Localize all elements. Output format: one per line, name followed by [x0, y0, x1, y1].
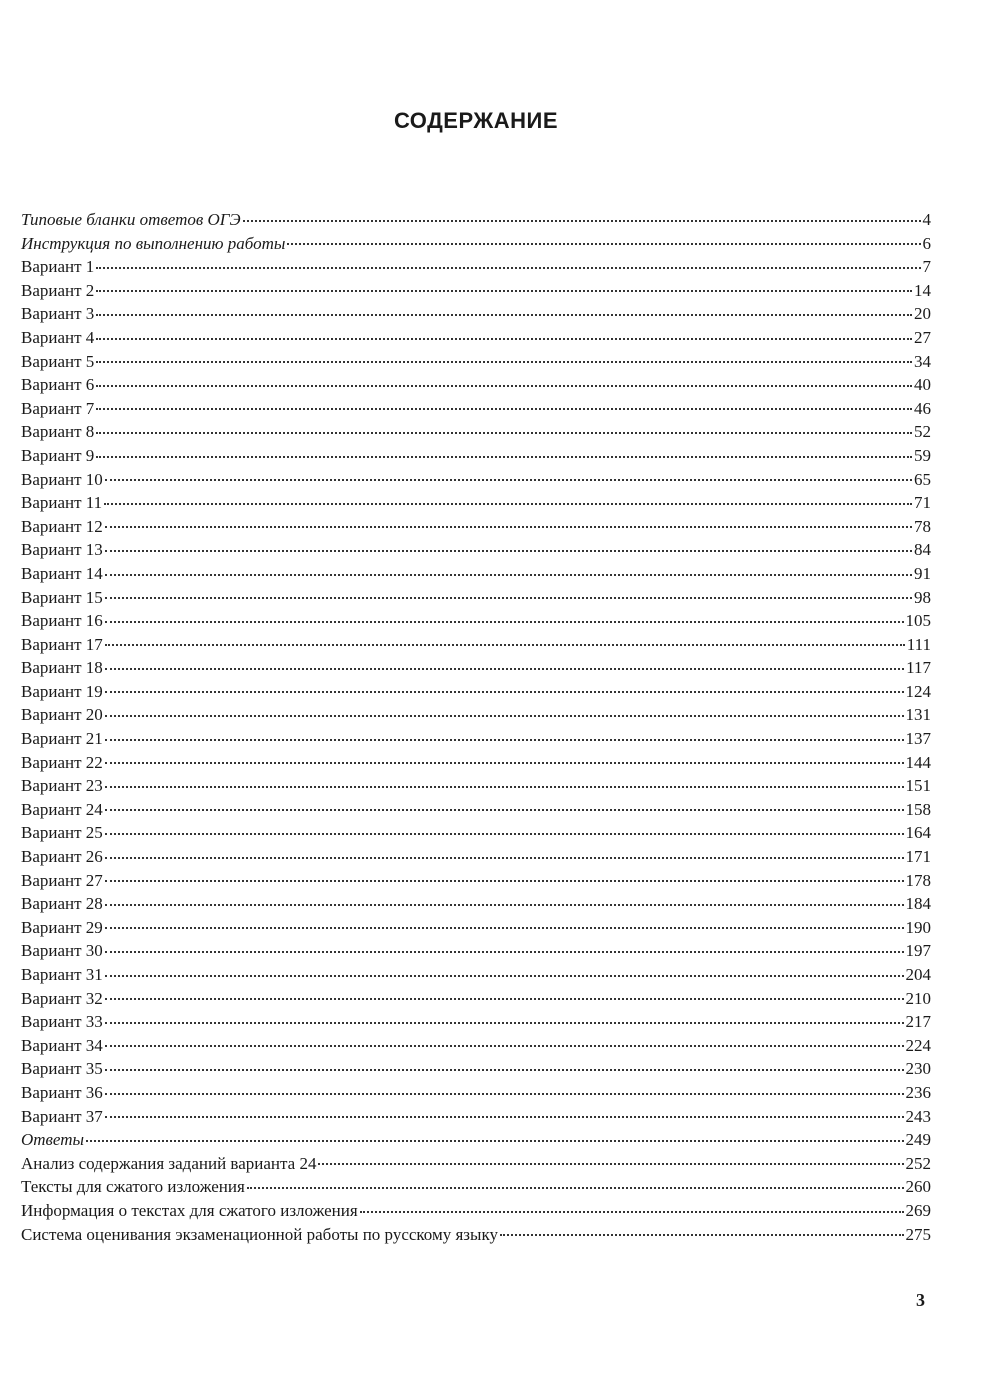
dot-leader	[105, 687, 904, 693]
toc-entry-label: Вариант 34	[21, 1035, 103, 1055]
toc-entry-label: Вариант 13	[21, 540, 103, 560]
toc-entry-label: Вариант 20	[21, 705, 103, 725]
toc-entry-page: 59	[914, 445, 931, 465]
page-number: 3	[916, 1290, 925, 1310]
toc-entry	[21, 586, 931, 610]
toc-entry-label: Вариант 31	[21, 965, 103, 984]
toc-entry	[21, 491, 931, 515]
toc-entry-label: Вариант 15	[21, 587, 103, 607]
toc-entry	[21, 916, 931, 940]
toc-entry	[21, 420, 931, 444]
toc-entry	[21, 1057, 931, 1081]
toc-entry-page: 27	[914, 327, 931, 347]
toc-entry-page: 275	[905, 1224, 931, 1244]
toc-entry-label: Вариант 36	[21, 1082, 103, 1102]
toc-entry-page: 14	[914, 280, 931, 300]
toc-entry-page: 204	[905, 965, 931, 984]
toc-entry	[21, 1223, 931, 1247]
dot-leader	[247, 1183, 904, 1189]
toc-entry-page: 158	[905, 799, 931, 819]
toc-entry-page: 91	[914, 563, 931, 583]
toc-entry	[21, 1034, 931, 1058]
toc-entry	[21, 609, 931, 633]
dot-leader	[105, 711, 904, 717]
toc-entry-label: Вариант 17	[21, 634, 103, 654]
toc-entry-page: 243	[905, 1106, 931, 1126]
toc-entry	[21, 727, 931, 751]
dot-leader	[105, 947, 904, 953]
toc-entry-label: Анализ содержания заданий варианта 24	[21, 1153, 317, 1173]
toc-entry	[21, 1152, 931, 1176]
toc-entry-page: 269	[905, 1200, 931, 1220]
dot-leader	[105, 522, 912, 528]
dot-leader	[96, 334, 912, 340]
toc-entry-page: 260	[905, 1177, 931, 1197]
toc-entry	[21, 562, 931, 586]
toc-entry-label: Вариант 18	[21, 658, 103, 678]
dot-leader	[105, 735, 904, 741]
toc-entry-page: 210	[905, 988, 931, 1008]
toc-entry-page: 84	[914, 540, 931, 560]
toc-entry	[21, 232, 931, 256]
dot-leader	[318, 1159, 903, 1165]
dot-leader	[105, 1112, 904, 1118]
toc-entry-page: 52	[914, 422, 931, 442]
toc-entry-page: 178	[905, 870, 931, 890]
toc-entry	[21, 798, 931, 822]
toc-entry-label: Вариант 8	[21, 422, 95, 442]
toc-entry-label: Вариант 24	[21, 799, 103, 819]
toc-entry-label: Вариант 35	[21, 1059, 103, 1079]
toc-entry-page: 98	[914, 587, 931, 607]
toc-entry-label: Информация о текстах для сжатого изложения	[21, 1200, 358, 1220]
dot-leader	[96, 263, 920, 269]
toc-entry-page: 197	[905, 941, 931, 961]
toc-entry	[21, 869, 931, 893]
toc-entry-page: 190	[905, 917, 931, 937]
toc-entry-label: Вариант 12	[21, 516, 103, 536]
dot-leader	[105, 782, 904, 788]
dot-leader	[105, 1065, 904, 1071]
toc-entry-label: Вариант 3	[21, 304, 95, 324]
toc-entry-page: 184	[905, 894, 931, 914]
toc-entry	[21, 751, 931, 775]
toc-entry-label: Вариант 32	[21, 988, 103, 1008]
toc-entry-page: 144	[905, 752, 931, 772]
dot-leader	[96, 381, 912, 387]
dot-leader	[96, 357, 912, 363]
dot-leader	[287, 239, 920, 245]
toc-entry-page: 224	[905, 1035, 931, 1055]
toc-entry-page: 6	[922, 233, 931, 253]
dot-leader	[105, 1089, 904, 1095]
toc-entry	[21, 326, 931, 350]
toc-entry-label: Вариант 7	[21, 398, 95, 418]
toc-entry	[21, 939, 931, 963]
toc-entry-label: Вариант 26	[21, 847, 103, 867]
toc-entry	[21, 1128, 931, 1152]
toc-entry-label: Вариант 16	[21, 611, 103, 631]
toc-entry-label: Вариант 27	[21, 870, 103, 890]
dot-leader	[86, 1136, 903, 1142]
toc-entry-page: 124	[905, 681, 931, 701]
toc-entry-label: Система оценивания экзаменационной работы по русскому языку	[21, 1224, 498, 1244]
toc-entry-page: 105	[905, 611, 931, 631]
toc-entry	[21, 1105, 931, 1129]
toc-entry-label: Вариант 4	[21, 327, 95, 347]
toc-entry-page: 171	[905, 847, 931, 867]
toc-entry-label: Вариант 30	[21, 941, 103, 961]
page-title: СОДЕРЖАНИЕ	[393, 108, 559, 133]
toc-entry-page: 131	[905, 705, 931, 725]
toc-entry-page: 117	[906, 658, 931, 678]
toc-entry	[21, 845, 931, 869]
toc-entry-label: Вариант 1	[21, 257, 95, 277]
toc-entry-label: Вариант 29	[21, 917, 103, 937]
toc-entry-label: Вариант 5	[21, 351, 95, 371]
toc-entry-label: Тексты для сжатого изложения	[21, 1177, 245, 1197]
dot-leader	[105, 1041, 904, 1047]
toc-entry-page: 249	[905, 1130, 931, 1150]
dot-leader	[105, 971, 904, 977]
toc-entry-label: Вариант 2	[21, 280, 95, 300]
toc-entry-label: Инструкция по выполнению работы	[21, 233, 286, 253]
toc-entry-page: 71	[914, 493, 931, 513]
toc-entry-label: Вариант 37	[21, 1106, 103, 1126]
dot-leader	[105, 617, 904, 623]
dot-leader	[105, 876, 904, 882]
dot-leader	[96, 428, 912, 434]
dot-leader	[96, 404, 912, 410]
dot-leader	[104, 499, 912, 505]
toc-entry-label: Вариант 6	[21, 375, 95, 395]
toc-entry-page: 236	[905, 1082, 931, 1102]
toc-entry-label: Вариант 21	[21, 729, 103, 749]
toc-entry	[21, 302, 931, 326]
toc-entry	[21, 1175, 931, 1199]
toc-entry-page: 230	[905, 1059, 931, 1079]
toc-entry	[21, 538, 931, 562]
toc-entry	[21, 397, 931, 421]
dot-leader	[105, 853, 904, 859]
toc-entry-label: Вариант 9	[21, 445, 95, 465]
toc-entry-label: Вариант 10	[21, 469, 103, 489]
dot-leader	[105, 758, 904, 764]
dot-leader	[96, 310, 912, 316]
dot-leader	[360, 1207, 904, 1213]
toc-entry	[21, 373, 931, 397]
toc-entry-label: Вариант 25	[21, 823, 103, 843]
dot-leader	[105, 640, 905, 646]
toc-entry	[21, 468, 931, 492]
toc-entry-page: 111	[906, 634, 931, 654]
dot-leader	[105, 546, 912, 552]
toc-entry	[21, 703, 931, 727]
toc-entry-label: Вариант 11	[21, 493, 103, 513]
toc-entry-page: 217	[905, 1012, 931, 1032]
toc-entry-page: 7	[922, 257, 931, 277]
table-of-contents	[21, 208, 931, 1246]
dot-leader	[96, 286, 912, 292]
toc-entry	[21, 279, 931, 303]
toc-entry	[21, 255, 931, 279]
toc-entry	[21, 350, 931, 374]
dot-leader	[105, 475, 912, 481]
dot-leader	[105, 570, 912, 576]
toc-entry	[21, 987, 931, 1011]
toc-entry-label: Ответы	[21, 1130, 85, 1150]
toc-entry-label: Вариант 14	[21, 563, 103, 583]
toc-entry-page: 151	[905, 776, 931, 796]
dot-leader	[243, 216, 921, 222]
toc-entry-label: Вариант 19	[21, 681, 103, 701]
toc-entry-page: 40	[914, 375, 931, 395]
toc-entry	[21, 1081, 931, 1105]
dot-leader	[500, 1230, 904, 1236]
toc-entry	[21, 444, 931, 468]
toc-entry	[21, 963, 931, 987]
toc-entry-label: Вариант 23	[21, 776, 103, 796]
dot-leader	[105, 664, 904, 670]
toc-entry	[21, 1199, 931, 1223]
toc-entry-page: 137	[905, 729, 931, 749]
toc-entry-label: Типовые бланки ответов ОГЭ	[21, 210, 241, 229]
toc-entry-label: Вариант 33	[21, 1012, 103, 1032]
toc-entry-page: 34	[914, 351, 931, 371]
dot-leader	[105, 805, 904, 811]
toc-entry	[21, 821, 931, 845]
dot-leader	[105, 900, 904, 906]
toc-entry-page: 164	[905, 823, 931, 843]
dot-leader	[105, 829, 904, 835]
toc-entry-page: 20	[914, 304, 931, 324]
toc-entry	[21, 633, 931, 657]
toc-entry	[21, 515, 931, 539]
toc-entry-label: Вариант 22	[21, 752, 103, 772]
toc-entry-page: 78	[914, 516, 931, 536]
toc-entry-label: Вариант 28	[21, 894, 103, 914]
toc-entry	[21, 656, 931, 680]
toc-entry-page: 4	[922, 210, 931, 229]
dot-leader	[96, 452, 912, 458]
dot-leader	[105, 593, 912, 599]
toc-entry-page: 65	[914, 469, 931, 489]
toc-entry-page: 252	[905, 1153, 931, 1173]
toc-entry	[21, 892, 931, 916]
dot-leader	[105, 994, 904, 1000]
toc-entry-page: 46	[914, 398, 931, 418]
toc-entry	[21, 680, 931, 704]
toc-entry	[21, 208, 931, 232]
toc-entry	[21, 774, 931, 798]
dot-leader	[105, 923, 904, 929]
toc-entry	[21, 1010, 931, 1034]
dot-leader	[105, 1018, 904, 1024]
